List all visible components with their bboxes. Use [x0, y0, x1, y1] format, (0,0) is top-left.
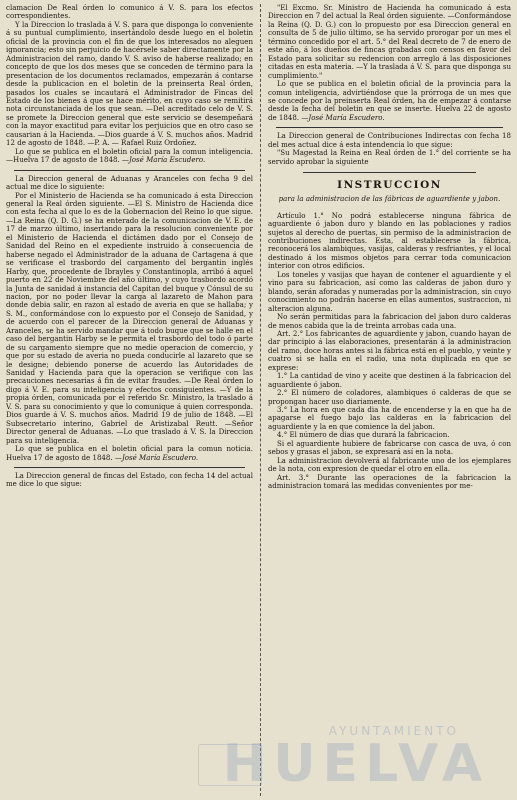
paragraph: clamacion De Real órden lo comunico á V. S. para los efectos correspondientes.: [6, 4, 253, 21]
paragraph: Los toneles y vasijas que hayan de contener el aguardiente y el vino para su fabricacion, así como las calderas de jabon duro y blando, serán aforadas y numeradas por la administracion, sin cuyo conocimiento no podrán hacerse en ellas aumentos, sustraccion, ni alteracion alguna.: [268, 269, 511, 313]
signature: José María Escudero.: [121, 452, 199, 462]
paragraph-text: Lo que se publica en el boletin oficial para la comun noticia. Huelva 17 de agosto de 1848. —: [6, 444, 253, 462]
paragraph: La Direccion general de fincas del Estado, con fecha 14 del actual me dice lo que sigue:: [6, 471, 253, 489]
right-column: [268, 4, 511, 796]
article: Art. 3.° Durante las operaciones de la fabricacion la administracion tomará las medidas convenientes por me-: [268, 472, 511, 491]
divider: [14, 170, 245, 171]
column-rule: [260, 4, 261, 796]
paragraph: [6, 148, 253, 165]
paragraph: La Direccion general de Contribuciones Indirectas con fecha 18 del mes actual dice á esta intendencia lo que sigue:: [268, 131, 511, 149]
list-item: 1.° La cantidad de vino y aceite que destinen á la fabricacion del aguardiente ó jabon.: [268, 371, 511, 389]
list-item: 4.° El número de dias que durará la fabricacion.: [277, 430, 450, 440]
paragraph: "El Excmo. Sr. Ministro de Hacienda ha comunicado á esta Direccion en 7 del actual la Real órden siguiente. —Conformándose la Reina (Q. D. G.) con lo propuesto por esa Direccion general en consulta de 5 de julio último, se ha servido prorogar por un mes el término concedido por el art. 5.° del Real decreto de 7 de enero de este año, á los dueños de fincas grabadas con censos en favor del Estado para solicitar su redencion con arreglo á las disposiciones citadas en esta materia. —Y la traslada á V. S. para que disponga su cumplimiento.": [268, 4, 511, 80]
divider: [14, 467, 245, 468]
newspaper-page: [6, 4, 511, 796]
list-item: 2.° El número de coladores, alambiques ó calderas de que se propongan hacer uso diariamente.: [268, 388, 511, 406]
paragraph: La administracion devolverá al fabricante uno de los ejemplares de la nota, con expresion de quedar el otro en ella.: [268, 455, 511, 474]
divider: [303, 172, 476, 173]
article: Artículo 1.° No podrá establecerse ninguna fábrica de aguardiente ó jabon duro y blando en las poblaciones y radios sujetos al derecho de puertas, sin permiso de la administracion de contribuciones indirectas. Esta, al establecerse la fábrica, reconocerá los alambiques, vasijas, calderas y resfriantes, y el local destinado á los mismos objetos para cerrar toda comunicacion interior con otros edificios.: [268, 210, 511, 271]
paragraph: [6, 445, 253, 462]
article: Art. 2.° Los fabricantes de aguardiente y jabon, cuando hayan de dar principio á las elaboraciones, presentarán á la administracion del ramo, doce horas antes si la fábrica está en el pueblo, y veinte y cuatro si se halla en el radio, una nota duplicada en que se exprese:: [268, 328, 511, 372]
paragraph: La Direccion general de Aduanas y Aranceles con fecha 9 del actual me dice lo siguiente:: [6, 173, 253, 192]
paragraph-text: Lo que se publica en el boletin oficial para la comun inteligencia. —Huelva 17 de agosto de 1848. —: [6, 146, 253, 165]
watermark-caption: AYUNTAMIENTO: [328, 724, 459, 738]
section-subtitle: para la administracion de las fábricas de aguardiente y jabon.: [278, 194, 501, 204]
watermark-logo: HUELVA: [222, 734, 489, 794]
signature: José María Escudero.: [128, 155, 206, 165]
paragraph-text: Lo que se publica en el boletin oficial de la provincia para la comun inteligencia, advirtiéndose que la prórroga de un mes que se concede por la preinserta Real órden, ha de empezar á contarse desde la fecha del boletin en que se inserte. Huelva 22 de agosto de 1848. —: [268, 79, 511, 122]
paragraph: No serán permitidas para la fabricacion del jabon duro calderas de menos cabida que la de treinta arrobas cada una.: [268, 312, 511, 330]
signature: José María Escudero.: [308, 112, 385, 122]
paragraph: Por el Ministerio de Hacienda se ha comunicado á esta Direccion general la Real órden siguiente. —El S. Ministro de Hacienda dice con esta fecha al que lo es de la Gobernacion del Reino lo que sigue. —La Reina (Q. D. G.) se ha enterado de la comunicacion de V. E. de 17 de marzo último, insertando para la resolucion conveniente por el Ministerio de Hacienda el dictámen dado por el Consejo de Sanidad del Reino en el expediente instruido á consecuencia de haberse negado el Administrador de la aduana de Cartagena á que se verificase el trasbordo del cargamento del bergantin inglés Harby, que, procedente de Ibrayles y Constantinopla, arribó á aquel puerto en 22 de Noviembre del año último, y cuyo trasbordo acordó la Junta de sanidad á instancia del Capitan del buque y Cónsul de su nacion, por no poder llevar la carga al lazareto de Mahon para donde debia salir, en razon al estado de averia en que se hallaba; y S. M., conformándose con lo expuesto por el Consejo de Sanidad, y de acuerdo con el parecer de la Direccion general de Aduanas y Aranceles, se ha servido mandar que á todo buque que se halle en el caso del bergantin Harby se le permita el trasbordo del todo ó parte de su cargamento siempre que no medie operacion de comercio, y que por su estado de averia no pueda conducirle al lazareto que se le designe; debiendo ponerse de acuerdo las Autoridades de Sanidad y Hacienda para que la operacion se verifique con las precauciones necesarias á fin de evitar fraudes. —De Real órden lo digo á V. E. para su inteligencia y efectos consiguientes. —Y de la propia órden, comunicada por el referido Sr. Ministro, la traslado á V. S. para su conocimiento y que lo comunique á quien corresponda. Dios guarde á V. S. muchos años. Madrid 19 de julio de 1848. —El Subsecretario interino, Gabriel de Aristizabal Reutt. —Señor Director general de Aduanas. —Lo que traslado á V. S. la Direccion para su inteligencia.: [6, 190, 253, 445]
paragraph: Si el aguardiente hubiere de fabricarse con casca de uva, ó con sebos y grasas el jabon, se expresará así en la nota.: [268, 438, 511, 457]
list-item: 3.° La hora en que cada dia ha de encenderse y la en que ha de apagarse el fuego bajo las calderas en la fabricacion del aguardiente y la en que comience la del jabon.: [268, 405, 511, 431]
left-column: [6, 4, 253, 796]
paragraph: "Su Magestad la Reina en Real órden de 1.° del corriente se ha servido aprobar la siguiente: [268, 148, 511, 166]
divider: [276, 127, 503, 128]
paragraph: [268, 80, 511, 122]
paragraph: Y la Direccion lo traslada á V. S. para que disponga lo conveniente á su puntual cumplimiento, insertándolo desde luego en el boletin oficial de la provincia con el fin de que los interesados no aleguen ignorancia; esto sin perjuicio de hacérsele saber directamente por la Administracion del ramo, dando V. S. aviso de haberse realizado; en concepto de que los dos meses que se conceden de término para la presentacion de los documentos reclamados, empezarán á contarse desde la publicacion en el boletin de la preinserta Real órden, pasados los cuales se incautará el Administrador de Fincas del Estado de los bienes á que se hace mérito, en cuyo caso se remitirá nota circunstanciada de los que sean. —Del acreditado celo de V. S. se promete la Direccion general que este servicio se desempeñará con la mayor exactitud para evitar los perjuicios que en otro caso se causarian á la Hacienda. —Dios guarde á V. S. muchos años. Madrid 12 de agosto de 1848. —P. A. — Rafael Ruiz Ordoñez.: [6, 19, 253, 148]
section-title: INSTRUCCION: [337, 179, 442, 192]
